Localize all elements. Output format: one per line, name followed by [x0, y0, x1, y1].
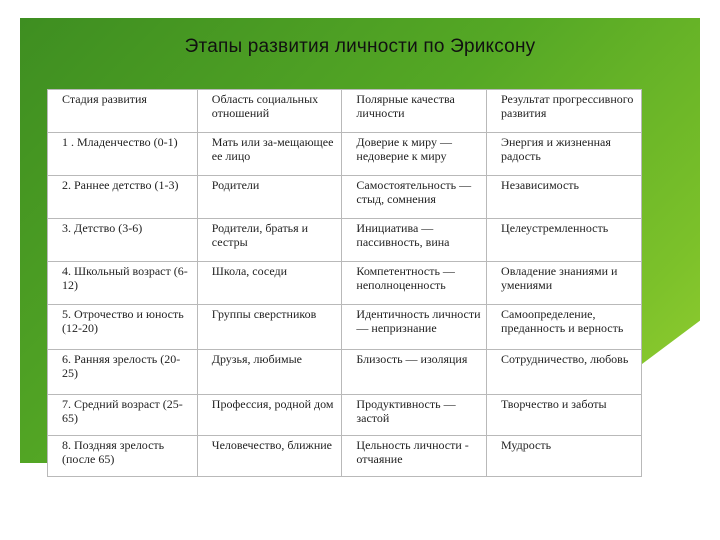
table-row	[48, 350, 642, 395]
cell-stage: 5. Отрочество и юность (12-20)	[48, 305, 198, 350]
table-row	[48, 395, 642, 436]
slide-title: Этапы развития личности по Эриксону	[184, 36, 536, 57]
cell-stage: 6. Ранняя зрелость (20-25)	[48, 350, 198, 395]
cell-stage: 4. Школьный возраст (6-12)	[48, 262, 198, 305]
cell-social-area: Родители	[197, 176, 342, 219]
cell-social-area: Человечество, ближние	[197, 436, 342, 477]
cell-polar-qualities: Компетентность — неполноценность	[342, 262, 487, 305]
cell-social-area: Профессия, родной дом	[197, 395, 342, 436]
cell-polar-qualities: Самостоятельность — стыд, сомнения	[342, 176, 487, 219]
cell-stage: 2. Раннее детство (1-3)	[48, 176, 198, 219]
table-header-row	[48, 90, 642, 133]
table-row	[48, 219, 642, 262]
cell-result: Овладение знаниями и умениями	[487, 262, 642, 305]
header-social-area: Область социальных отношений	[197, 90, 342, 133]
header-result: Результат прогрессивного развития	[487, 90, 642, 133]
cell-result: Творчество и заботы	[487, 395, 642, 436]
header-polar-qualities: Полярные качества личности	[342, 90, 487, 133]
cell-polar-qualities: Цельность личности - отчаяние	[342, 436, 487, 477]
table-row	[48, 436, 642, 477]
cell-stage: 8. Поздняя зрелость (после 65)	[48, 436, 198, 477]
cell-social-area: Группы сверстников	[197, 305, 342, 350]
cell-result: Целеустремленность	[487, 219, 642, 262]
cell-stage: 7. Средний возраст (25-65)	[48, 395, 198, 436]
table-row	[48, 305, 642, 350]
cell-polar-qualities: Идентичность личности — непризнание	[342, 305, 487, 350]
table-row	[48, 133, 642, 176]
cell-result: Самоопределение, преданность и верность	[487, 305, 642, 350]
cell-result: Сотрудничество, любовь	[487, 350, 642, 395]
cell-polar-qualities: Доверие к миру — недоверие к миру	[342, 133, 487, 176]
erikson-stages-table	[47, 89, 642, 470]
header-stage: Стадия развития	[48, 90, 198, 133]
table-row	[48, 262, 642, 305]
cell-social-area: Друзья, любимые	[197, 350, 342, 395]
table-row	[48, 176, 642, 219]
cell-social-area: Мать или за-мещающее ее лицо	[197, 133, 342, 176]
cell-stage: 1 . Младенчество (0-1)	[48, 133, 198, 176]
cell-social-area: Родители, братья и сестры	[197, 219, 342, 262]
cell-social-area: Школа, соседи	[197, 262, 342, 305]
cell-stage: 3. Детство (3-6)	[48, 219, 198, 262]
cell-result: Энергия и жизненная радость	[487, 133, 642, 176]
cell-polar-qualities: Инициатива — пассивность, вина	[342, 219, 487, 262]
cell-polar-qualities: Продуктивность — застой	[342, 395, 487, 436]
cell-polar-qualities: Близость — изоляция	[342, 350, 487, 395]
cell-result: Независимость	[487, 176, 642, 219]
cell-result: Мудрость	[487, 436, 642, 477]
